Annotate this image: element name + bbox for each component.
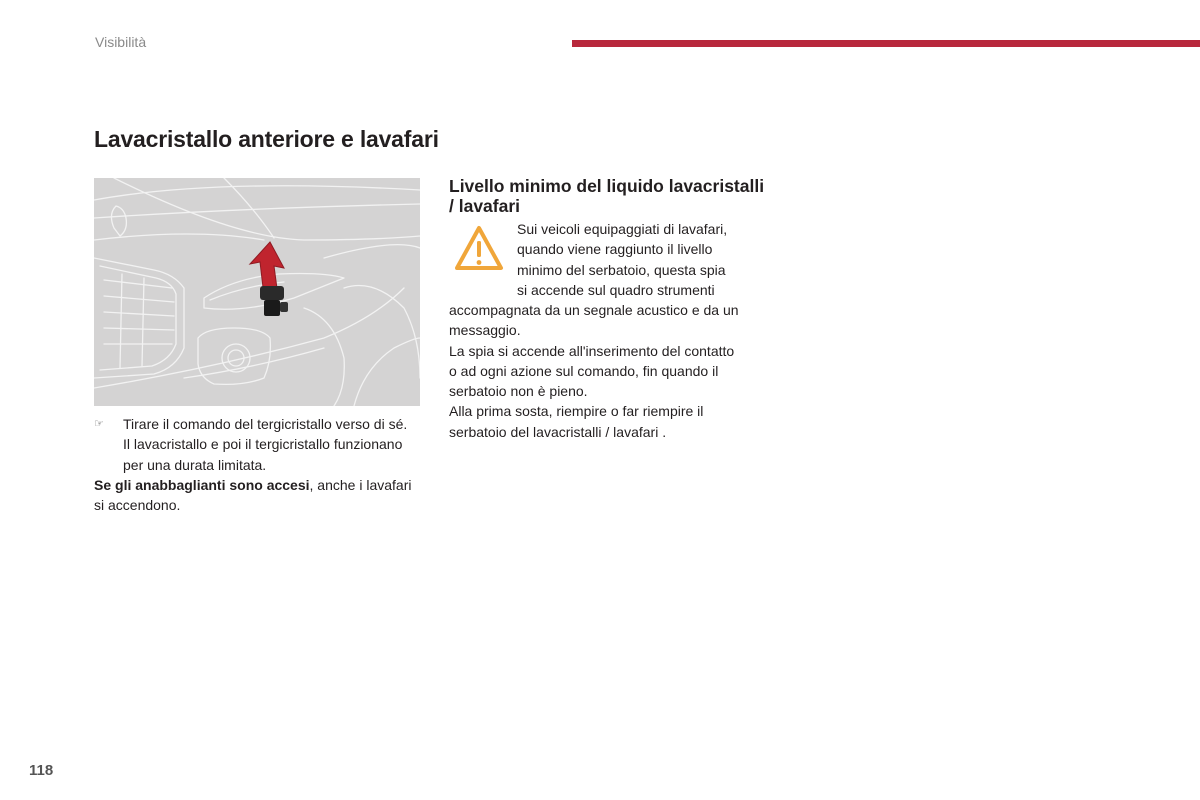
warning-line: si accende sul quadro strumenti xyxy=(517,281,715,298)
body-line: messaggio. xyxy=(449,322,521,339)
page-title: Lavacristallo anteriore e lavafari xyxy=(94,126,439,152)
body-line: o ad ogni azione sul comando, fin quando il xyxy=(449,362,719,379)
warning-line: quando viene raggiunto il livello xyxy=(517,241,713,258)
body-line: serbatoio non è pieno. xyxy=(449,383,588,400)
note-rest: , anche i lavafari si accendono. xyxy=(94,476,412,514)
body-line: La spia si accende all'inserimento del contatto xyxy=(449,342,735,359)
warning-line: Sui veicoli equipaggiati di lavafari, xyxy=(517,221,728,237)
warning-line: minimo del serbatoio, questa spia xyxy=(517,261,726,278)
pointing-hand-icon: ☞ xyxy=(94,418,104,430)
warning-text xyxy=(517,219,777,300)
warning-triangle-icon xyxy=(454,224,504,274)
car-front-illustration xyxy=(94,178,420,406)
headlight-note xyxy=(94,475,414,516)
body-line: serbatoio del lavacristalli / lavafari . xyxy=(449,423,667,440)
body-line: Alla prima sosta, riempire o far riempire il xyxy=(449,403,704,420)
header-accent-bar xyxy=(572,40,1200,47)
page-number: 118 xyxy=(29,762,54,779)
instruction-item xyxy=(94,414,414,475)
instruction-text: Tirare il comando del tergicristallo verso di sé. Il lavacristallo e poi il tergicristallo funzionano per una durata limitata. xyxy=(123,416,408,473)
section-subheading: Livello minimo del liquido lavacristalli / lavafari xyxy=(449,176,765,216)
note-bold: Se gli anabbaglianti sono accesi xyxy=(94,476,310,493)
body-line: accompagnata da un segnale acustico e da un xyxy=(449,302,739,318)
section-label: Visibilità xyxy=(95,34,147,50)
left-column xyxy=(94,414,414,515)
body-text xyxy=(449,300,779,442)
